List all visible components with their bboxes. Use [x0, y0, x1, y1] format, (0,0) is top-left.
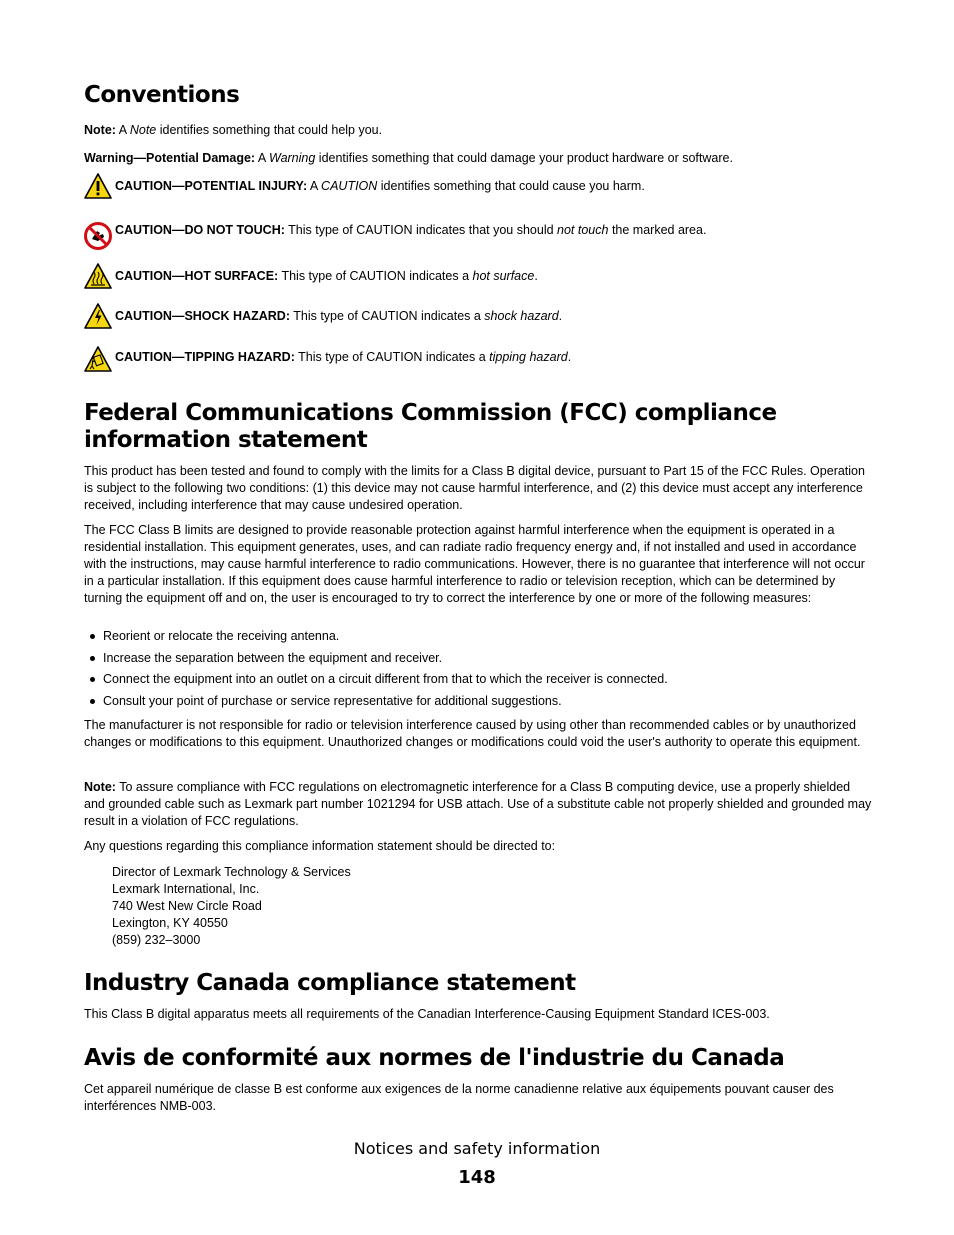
caution-shock-hazard: CAUTION—SHOCK HAZARD: This type of CAUTION indicates a shock hazard. — [84, 308, 874, 340]
address-line: Lexmark International, Inc. — [112, 882, 260, 896]
address-line: (859) 232–3000 — [112, 933, 201, 947]
address-line: Director of Lexmark Technology & Services — [112, 865, 351, 879]
caution-do-not-touch: CAUTION—DO NOT TOUCH: This type of CAUTION indicates that you should not touch the marked area. — [84, 222, 874, 254]
tipping-hazard-icon — [84, 345, 112, 373]
industry-canada-text: This Class B digital apparatus meets all requirements of the Canadian Interference-Causing Equipment Standard ICES-003. — [84, 1007, 770, 1021]
note-convention: Note: A Note identifies something that could help you. — [84, 123, 383, 137]
hot-surface-icon — [84, 262, 112, 290]
fcc-paragraph-4: Any questions regarding this compliance information statement should be directed to: — [84, 839, 556, 853]
fcc-heading: Federal Communications Commission (FCC) compliance information statement — [84, 400, 777, 453]
address-line: 740 West New Circle Road — [112, 899, 262, 913]
avis-heading: Avis de conformité aux normes de l'industrie du Canada — [84, 1045, 785, 1071]
fcc-paragraph-2: The FCC Class B limits are designed to provide reasonable protection against harmful interference when the equipment is operated in a residential installation. This equipment generates, uses, and can radiate radio frequency energy and, if not installed and used in accordance with the instructions, may cause harmful interference to radio communications. However, there is no guarantee that interference will not occur in a particular installation. If this equipment does cause harmful interference to radio or television reception, which can be determined by turning the equipment off and on, the user is encouraged to try to correct the interference by one or more of the following measures: — [84, 523, 865, 605]
list-item: Consult your point of purchase or service representative for additional suggestions. — [84, 693, 874, 710]
contact-address — [112, 864, 902, 949]
fcc-paragraph-3: The manufacturer is not responsible for radio or television interference caused by using other than recommended cables or by unauthorized changes or modifications to this equipment. Unauthorized changes or modifications could void the user's authority to operate this equipment. — [84, 718, 861, 749]
footer-section-title: Notices and safety information — [353, 1139, 601, 1158]
warning-triangle-icon — [84, 172, 112, 200]
fcc-paragraph-1: This product has been tested and found to comply with the limits for a Class B digital device, pursuant to Part 15 of the FCC Rules. Operation is subject to the following two conditions: (1) this device may not cause harmful interference, and (2) this device must accept any interference received, including interference that may cause undesired operation. — [84, 464, 865, 512]
warning-convention: Warning—Potential Damage: A Warning identifies something that could damage your product hardware or software. — [84, 151, 733, 165]
page-number: 148 — [458, 1167, 496, 1188]
avis-text: Cet appareil numérique de classe B est conforme aux exigences de la norme canadienne relative aux équipements pouvant causer des interférences NMB-003. — [84, 1082, 834, 1113]
caution-hot-surface: CAUTION—HOT SURFACE: This type of CAUTION indicates a hot surface. — [84, 268, 874, 300]
fcc-measures-list — [84, 628, 874, 714]
list-item: Reorient or relocate the receiving antenna. — [84, 628, 874, 645]
do-not-touch-icon — [84, 222, 112, 250]
caution-tipping-hazard: CAUTION—TIPPING HAZARD: This type of CAUTION indicates a tipping hazard. — [84, 349, 874, 381]
address-line: Lexington, KY 40550 — [112, 916, 228, 930]
shock-hazard-icon — [84, 302, 112, 330]
list-item: Connect the equipment into an outlet on a circuit different from that to which the receiver is connected. — [84, 671, 874, 688]
fcc-note: Note: To assure compliance with FCC regulations on electromagnetic interference for a Class B computing device, use a properly shielded and grounded cable such as Lexmark part number 1021294 for USB attach. Use of a substitute cable not properly shielded and grounded may result in a violation of FCC regulations. — [84, 780, 872, 828]
industry-canada-heading: Industry Canada compliance statement — [84, 970, 576, 996]
conventions-heading: Conventions — [84, 82, 240, 108]
caution-potential-injury: CAUTION—POTENTIAL INJURY: A CAUTION identifies something that could cause you harm. — [84, 178, 874, 210]
list-item: Increase the separation between the equipment and receiver. — [84, 650, 874, 667]
